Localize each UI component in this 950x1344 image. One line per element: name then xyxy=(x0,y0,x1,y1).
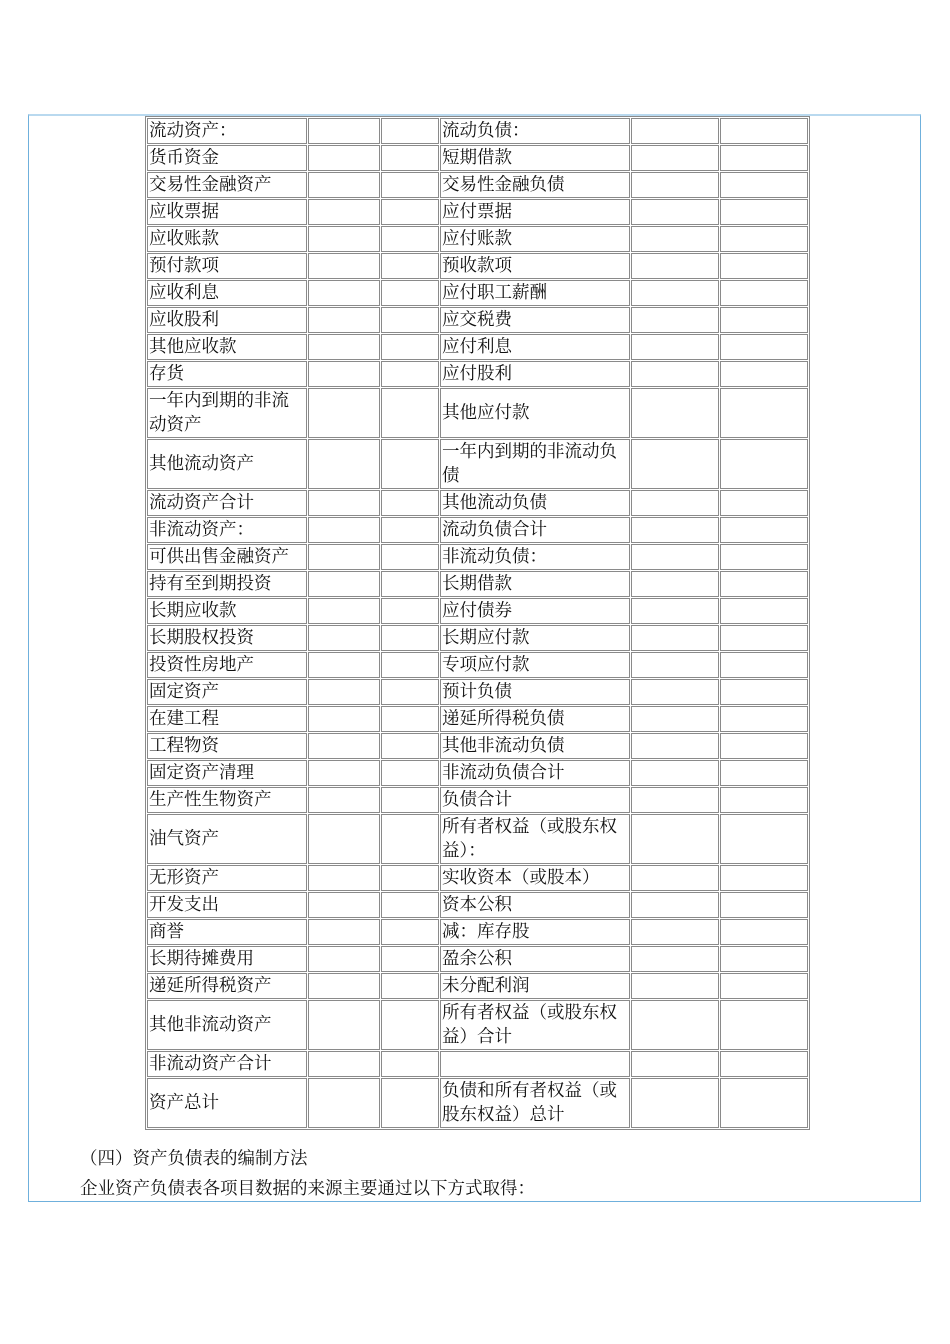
liability-item-cell: 交易性金融负债 xyxy=(440,172,630,198)
asset-item-cell: 长期应收款 xyxy=(147,598,307,624)
asset-opening-balance-cell xyxy=(381,1000,439,1050)
liability-opening-balance-cell xyxy=(720,598,808,624)
asset-opening-balance-cell xyxy=(381,733,439,759)
liability-item-cell: 非流动负债合计 xyxy=(440,760,630,786)
liability-closing-balance-cell xyxy=(631,253,719,279)
asset-item-cell: 其他应收款 xyxy=(147,334,307,360)
liability-opening-balance-cell xyxy=(720,145,808,171)
liability-opening-balance-cell xyxy=(720,787,808,813)
liability-item-cell: 递延所得税负债 xyxy=(440,706,630,732)
liability-item-cell: 一年内到期的非流动负债 xyxy=(440,439,630,489)
liability-closing-balance-cell xyxy=(631,919,719,945)
asset-opening-balance-cell xyxy=(381,226,439,252)
liability-closing-balance-cell xyxy=(631,706,719,732)
liability-closing-balance-cell xyxy=(631,388,719,438)
asset-closing-balance-cell xyxy=(308,571,380,597)
asset-closing-balance-cell xyxy=(308,892,380,918)
asset-closing-balance-cell xyxy=(308,706,380,732)
asset-item-cell: 非流动资产合计 xyxy=(147,1051,307,1077)
asset-opening-balance-cell xyxy=(381,706,439,732)
liability-closing-balance-cell xyxy=(631,814,719,864)
liability-closing-balance-cell xyxy=(631,145,719,171)
table-row xyxy=(147,172,808,198)
liability-opening-balance-cell xyxy=(720,814,808,864)
liability-opening-balance-cell xyxy=(720,544,808,570)
liability-closing-balance-cell xyxy=(631,1051,719,1077)
table-row xyxy=(147,625,808,651)
liability-item-cell: 其他流动负债 xyxy=(440,490,630,516)
table-row xyxy=(147,226,808,252)
table-row xyxy=(147,733,808,759)
liability-closing-balance-cell xyxy=(631,280,719,306)
asset-opening-balance-cell xyxy=(381,118,439,144)
asset-item-cell: 持有至到期投资 xyxy=(147,571,307,597)
asset-item-cell: 递延所得税资产 xyxy=(147,973,307,999)
liability-closing-balance-cell xyxy=(631,571,719,597)
asset-opening-balance-cell xyxy=(381,625,439,651)
asset-opening-balance-cell xyxy=(381,787,439,813)
asset-item-cell: 在建工程 xyxy=(147,706,307,732)
asset-closing-balance-cell xyxy=(308,598,380,624)
asset-opening-balance-cell xyxy=(381,865,439,891)
liability-item-cell: 盈余公积 xyxy=(440,946,630,972)
liability-closing-balance-cell xyxy=(631,490,719,516)
liability-closing-balance-cell xyxy=(631,787,719,813)
asset-closing-balance-cell xyxy=(308,280,380,306)
table-row xyxy=(147,760,808,786)
liability-closing-balance-cell xyxy=(631,760,719,786)
asset-opening-balance-cell xyxy=(381,388,439,438)
table-row xyxy=(147,517,808,543)
asset-opening-balance-cell xyxy=(381,439,439,489)
table-row xyxy=(147,490,808,516)
table-row xyxy=(147,439,808,489)
asset-opening-balance-cell xyxy=(381,172,439,198)
liability-item-cell: 流动负债： xyxy=(440,118,630,144)
liability-opening-balance-cell xyxy=(720,973,808,999)
table-row xyxy=(147,679,808,705)
asset-opening-balance-cell xyxy=(381,199,439,225)
table-row xyxy=(147,118,808,144)
asset-closing-balance-cell xyxy=(308,226,380,252)
liability-opening-balance-cell xyxy=(720,388,808,438)
asset-item-cell: 其他非流动资产 xyxy=(147,1000,307,1050)
asset-closing-balance-cell xyxy=(308,334,380,360)
liability-opening-balance-cell xyxy=(720,946,808,972)
liability-opening-balance-cell xyxy=(720,760,808,786)
liability-item-cell xyxy=(440,1051,630,1077)
liability-opening-balance-cell xyxy=(720,439,808,489)
liability-closing-balance-cell xyxy=(631,172,719,198)
section-heading: （四）资产负债表的编制方法 xyxy=(80,1149,308,1169)
asset-item-cell: 长期待摊费用 xyxy=(147,946,307,972)
table-row xyxy=(147,145,808,171)
liability-closing-balance-cell xyxy=(631,226,719,252)
liability-item-cell: 资本公积 xyxy=(440,892,630,918)
liability-opening-balance-cell xyxy=(720,679,808,705)
liability-item-cell: 流动负债合计 xyxy=(440,517,630,543)
liability-opening-balance-cell xyxy=(720,199,808,225)
liability-item-cell: 其他应付款 xyxy=(440,388,630,438)
liability-closing-balance-cell xyxy=(631,946,719,972)
table-row xyxy=(147,199,808,225)
asset-closing-balance-cell xyxy=(308,172,380,198)
asset-opening-balance-cell xyxy=(381,280,439,306)
asset-item-cell: 投资性房地产 xyxy=(147,652,307,678)
asset-opening-balance-cell xyxy=(381,253,439,279)
asset-closing-balance-cell xyxy=(308,787,380,813)
table-row xyxy=(147,919,808,945)
asset-opening-balance-cell xyxy=(381,679,439,705)
liability-item-cell: 应付股利 xyxy=(440,361,630,387)
table-row xyxy=(147,973,808,999)
asset-opening-balance-cell xyxy=(381,1051,439,1077)
asset-closing-balance-cell xyxy=(308,760,380,786)
asset-closing-balance-cell xyxy=(308,1000,380,1050)
asset-opening-balance-cell xyxy=(381,145,439,171)
asset-item-cell: 资产总计 xyxy=(147,1078,307,1128)
liability-opening-balance-cell xyxy=(720,172,808,198)
asset-item-cell: 固定资产 xyxy=(147,679,307,705)
asset-closing-balance-cell xyxy=(308,652,380,678)
liability-item-cell: 专项应付款 xyxy=(440,652,630,678)
table-row xyxy=(147,253,808,279)
liability-opening-balance-cell xyxy=(720,1000,808,1050)
liability-item-cell: 应付利息 xyxy=(440,334,630,360)
liability-closing-balance-cell xyxy=(631,517,719,543)
table-row xyxy=(147,814,808,864)
table-row xyxy=(147,706,808,732)
asset-opening-balance-cell xyxy=(381,814,439,864)
liability-closing-balance-cell xyxy=(631,733,719,759)
asset-opening-balance-cell xyxy=(381,598,439,624)
asset-closing-balance-cell xyxy=(308,865,380,891)
liability-opening-balance-cell xyxy=(720,517,808,543)
liability-item-cell: 实收资本（或股本） xyxy=(440,865,630,891)
asset-opening-balance-cell xyxy=(381,334,439,360)
liability-opening-balance-cell xyxy=(720,361,808,387)
liability-closing-balance-cell xyxy=(631,892,719,918)
liability-opening-balance-cell xyxy=(720,334,808,360)
asset-closing-balance-cell xyxy=(308,973,380,999)
asset-item-cell: 其他流动资产 xyxy=(147,439,307,489)
liability-opening-balance-cell xyxy=(720,571,808,597)
liability-closing-balance-cell xyxy=(631,307,719,333)
table-row xyxy=(147,571,808,597)
liability-opening-balance-cell xyxy=(720,733,808,759)
table-row xyxy=(147,388,808,438)
asset-closing-balance-cell xyxy=(308,145,380,171)
liability-opening-balance-cell xyxy=(720,706,808,732)
asset-closing-balance-cell xyxy=(308,517,380,543)
asset-closing-balance-cell xyxy=(308,361,380,387)
asset-closing-balance-cell xyxy=(308,1051,380,1077)
liability-closing-balance-cell xyxy=(631,865,719,891)
balance-sheet-table xyxy=(145,116,810,1130)
liability-item-cell: 长期应付款 xyxy=(440,625,630,651)
asset-closing-balance-cell xyxy=(308,439,380,489)
liability-item-cell: 长期借款 xyxy=(440,571,630,597)
asset-item-cell: 油气资产 xyxy=(147,814,307,864)
asset-item-cell: 应收账款 xyxy=(147,226,307,252)
asset-opening-balance-cell xyxy=(381,760,439,786)
table-row xyxy=(147,544,808,570)
table-row xyxy=(147,307,808,333)
asset-closing-balance-cell xyxy=(308,919,380,945)
liability-opening-balance-cell xyxy=(720,226,808,252)
liability-item-cell: 应付债券 xyxy=(440,598,630,624)
table-row xyxy=(147,865,808,891)
table-row xyxy=(147,334,808,360)
asset-item-cell: 交易性金融资产 xyxy=(147,172,307,198)
liability-item-cell: 短期借款 xyxy=(440,145,630,171)
table-row xyxy=(147,1051,808,1077)
asset-item-cell: 预付款项 xyxy=(147,253,307,279)
asset-item-cell: 固定资产清理 xyxy=(147,760,307,786)
liability-opening-balance-cell xyxy=(720,919,808,945)
liability-opening-balance-cell xyxy=(720,865,808,891)
liability-opening-balance-cell xyxy=(720,253,808,279)
asset-item-cell: 开发支出 xyxy=(147,892,307,918)
asset-item-cell: 应收票据 xyxy=(147,199,307,225)
liability-item-cell: 预计负债 xyxy=(440,679,630,705)
table-row xyxy=(147,1000,808,1050)
liability-opening-balance-cell xyxy=(720,490,808,516)
liability-item-cell: 应交税费 xyxy=(440,307,630,333)
asset-item-cell: 货币资金 xyxy=(147,145,307,171)
asset-closing-balance-cell xyxy=(308,1078,380,1128)
liability-opening-balance-cell xyxy=(720,652,808,678)
liability-item-cell: 其他非流动负债 xyxy=(440,733,630,759)
liability-item-cell: 应付票据 xyxy=(440,199,630,225)
liability-opening-balance-cell xyxy=(720,307,808,333)
liability-item-cell: 未分配利润 xyxy=(440,973,630,999)
asset-closing-balance-cell xyxy=(308,625,380,651)
table-row xyxy=(147,598,808,624)
liability-closing-balance-cell xyxy=(631,625,719,651)
table-row xyxy=(147,361,808,387)
asset-item-cell: 工程物资 xyxy=(147,733,307,759)
liability-opening-balance-cell xyxy=(720,1078,808,1128)
liability-closing-balance-cell xyxy=(631,1078,719,1128)
liability-closing-balance-cell xyxy=(631,679,719,705)
asset-closing-balance-cell xyxy=(308,307,380,333)
asset-closing-balance-cell xyxy=(308,118,380,144)
asset-closing-balance-cell xyxy=(308,733,380,759)
asset-item-cell: 长期股权投资 xyxy=(147,625,307,651)
asset-closing-balance-cell xyxy=(308,946,380,972)
liability-closing-balance-cell xyxy=(631,334,719,360)
liability-item-cell: 减：库存股 xyxy=(440,919,630,945)
table-row xyxy=(147,1078,808,1128)
asset-opening-balance-cell xyxy=(381,544,439,570)
asset-item-cell: 非流动资产： xyxy=(147,517,307,543)
asset-closing-balance-cell xyxy=(308,199,380,225)
liability-item-cell: 负债和所有者权益（或股东权益）总计 xyxy=(440,1078,630,1128)
liability-item-cell: 负债合计 xyxy=(440,787,630,813)
asset-opening-balance-cell xyxy=(381,892,439,918)
asset-item-cell: 存货 xyxy=(147,361,307,387)
liability-item-cell: 应付职工薪酬 xyxy=(440,280,630,306)
liability-closing-balance-cell xyxy=(631,361,719,387)
asset-opening-balance-cell xyxy=(381,973,439,999)
balance-sheet-body xyxy=(147,118,808,1128)
asset-opening-balance-cell xyxy=(381,490,439,516)
table-row xyxy=(147,892,808,918)
liability-opening-balance-cell xyxy=(720,280,808,306)
asset-item-cell: 商誉 xyxy=(147,919,307,945)
liability-item-cell: 所有者权益（或股东权益）： xyxy=(440,814,630,864)
asset-opening-balance-cell xyxy=(381,571,439,597)
asset-closing-balance-cell xyxy=(308,544,380,570)
asset-closing-balance-cell xyxy=(308,490,380,516)
liability-opening-balance-cell xyxy=(720,118,808,144)
table-row xyxy=(147,787,808,813)
asset-opening-balance-cell xyxy=(381,946,439,972)
asset-closing-balance-cell xyxy=(308,814,380,864)
asset-item-cell: 流动资产： xyxy=(147,118,307,144)
asset-item-cell: 应收利息 xyxy=(147,280,307,306)
liability-closing-balance-cell xyxy=(631,544,719,570)
table-row xyxy=(147,280,808,306)
liability-opening-balance-cell xyxy=(720,625,808,651)
liability-item-cell: 预收款项 xyxy=(440,253,630,279)
asset-item-cell: 一年内到期的非流动资产 xyxy=(147,388,307,438)
asset-opening-balance-cell xyxy=(381,307,439,333)
asset-closing-balance-cell xyxy=(308,679,380,705)
asset-opening-balance-cell xyxy=(381,652,439,678)
asset-item-cell: 可供出售金融资产 xyxy=(147,544,307,570)
asset-closing-balance-cell xyxy=(308,388,380,438)
liability-closing-balance-cell xyxy=(631,973,719,999)
liability-closing-balance-cell xyxy=(631,199,719,225)
asset-item-cell: 无形资产 xyxy=(147,865,307,891)
liability-closing-balance-cell xyxy=(631,439,719,489)
asset-item-cell: 生产性生物资产 xyxy=(147,787,307,813)
liability-closing-balance-cell xyxy=(631,1000,719,1050)
liability-opening-balance-cell xyxy=(720,1051,808,1077)
asset-opening-balance-cell xyxy=(381,361,439,387)
body-paragraph: 企业资产负债表各项目数据的来源主要通过以下方式取得： xyxy=(80,1179,535,1199)
liability-opening-balance-cell xyxy=(720,892,808,918)
asset-item-cell: 应收股利 xyxy=(147,307,307,333)
asset-opening-balance-cell xyxy=(381,1078,439,1128)
table-row xyxy=(147,946,808,972)
liability-item-cell: 非流动负债： xyxy=(440,544,630,570)
asset-opening-balance-cell xyxy=(381,919,439,945)
asset-item-cell: 流动资产合计 xyxy=(147,490,307,516)
liability-closing-balance-cell xyxy=(631,118,719,144)
table-row xyxy=(147,652,808,678)
liability-item-cell: 应付账款 xyxy=(440,226,630,252)
asset-opening-balance-cell xyxy=(381,517,439,543)
liability-item-cell: 所有者权益（或股东权益）合计 xyxy=(440,1000,630,1050)
liability-closing-balance-cell xyxy=(631,652,719,678)
liability-closing-balance-cell xyxy=(631,598,719,624)
asset-closing-balance-cell xyxy=(308,253,380,279)
